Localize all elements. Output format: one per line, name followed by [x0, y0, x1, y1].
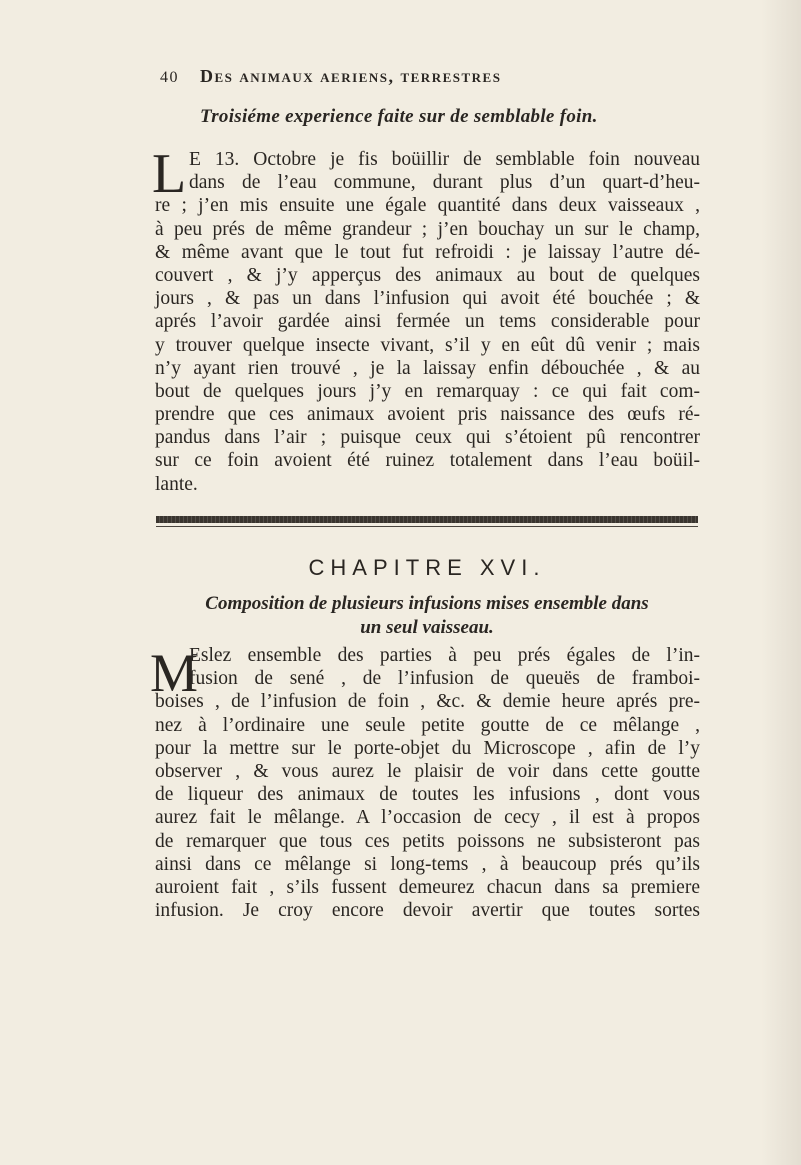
text-line: n’y ayant rien trouvé , je la laissay enfin débouchée , & au — [155, 357, 700, 379]
drop-cap-initial: M — [150, 643, 199, 703]
text-line: sur ce foin avoient été ruinez totalement dans l’eau boüil- — [155, 450, 700, 472]
running-head — [160, 66, 680, 90]
text-line: infusion. Je croy encore devoir avertir que toutes sortes — [155, 900, 700, 922]
text-line: pour la mettre sur le porte-objet du Microscope , afin de l’y — [155, 737, 700, 759]
ornamental-rule — [156, 516, 698, 528]
text-line: jours , & pas un dans l’infusion qui avoit été bouchée ; & — [155, 288, 700, 310]
text-line: y trouver quelque insecte vivant, s’il y en eût dû venir ; mais — [155, 334, 700, 356]
text-line: aprés l’avoir gardée ainsi fermée un tems considerable pour — [155, 311, 700, 333]
text-line: ainsi dans ce mêlange si long-tems , à beaucoup prés qu’ils — [155, 853, 700, 875]
text-line: fusion de sené , de l’infusion de queuës de framboi- — [189, 668, 700, 690]
text-line: Eslez ensemble des parties à peu prés égales de l’in- — [189, 645, 700, 666]
text-line: auroient fait , s’ils fussent demeurez chacun dans sa premiere — [155, 876, 700, 898]
chapter-subtitle-line-1: Composition de plusieurs infusions mises ensemble dans — [205, 593, 649, 614]
page-number: 40 — [160, 69, 179, 86]
paragraph-composition — [155, 644, 700, 922]
text-line: boises , de l’infusion de foin , &c. & demie heure aprés pre- — [155, 691, 700, 713]
rule-thin-line — [156, 526, 698, 527]
text-line: re ; j’en mis ensuite une égale quantité dans deux vaisseaux , — [155, 195, 700, 217]
text-line: couvert , & j’y apperçus des animaux au bout de quelques — [155, 264, 700, 286]
section-heading: Troisiéme experience faite sur de semblable foin. — [200, 106, 598, 127]
text-line: nez à l’ordinaire une seule petite goutte de ce mêlange , — [155, 714, 700, 736]
text-line: de liqueur des animaux de toutes les infusions , dont vous — [155, 784, 700, 806]
page-edge-shadow — [761, 0, 801, 1165]
drop-cap-initial: L — [152, 143, 187, 205]
text-line: & même avant que le tout fut refroidi : je laissay l’autre dé- — [155, 241, 700, 263]
text-line: pandus dans l’air ; puisque ceux qui s’étoient pû rencontrer — [155, 427, 700, 449]
text-line: prendre que ces animaux avoient pris naissance des œufs ré- — [155, 404, 700, 426]
running-head-title: Des animaux aeriens, terrestres — [200, 66, 502, 86]
rule-thick-band — [156, 516, 698, 523]
text-line: de remarquer que tous ces petits poissons ne subsisteront pas — [155, 830, 700, 852]
text-line: E 13. Octobre je fis boüillir de semblable foin nouveau — [189, 149, 700, 170]
text-line: dans de l’eau commune, durant plus d’un quart-d’heu- — [189, 172, 700, 194]
paragraph-experience — [155, 148, 700, 496]
chapter-subtitle-line-2: un seul vaisseau. — [360, 617, 494, 638]
text-line: bout de quelques jours j’y en remarquay : ce qui fait com- — [155, 380, 700, 402]
text-line: aurez fait le mêlange. A l’occasion de cecy , il est à propos — [155, 807, 700, 829]
chapter-title: CHAPITRE XVI. — [308, 555, 546, 580]
text-line: observer , & vous aurez le plaisir de voir dans cette goutte — [155, 760, 700, 782]
text-line: à peu prés de même grandeur ; j’en bouchay un sur le champ, — [155, 218, 700, 240]
text-line: lante. — [155, 473, 198, 495]
